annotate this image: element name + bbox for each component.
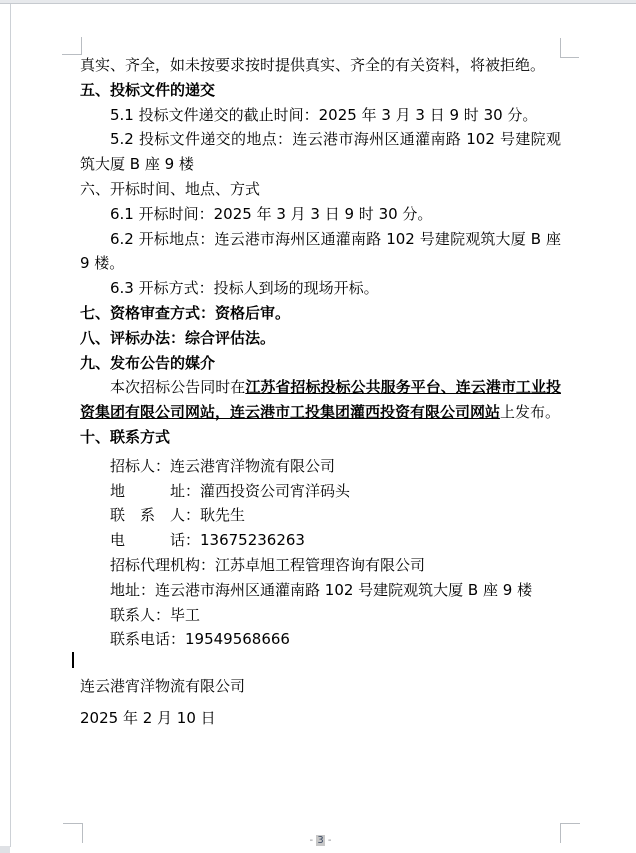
heading-section-5: 五、投标文件的递交 (80, 80, 216, 99)
paragraph-5-2: 5.2 投标文件递交的地点：连云港市海州区通灌南路 102 号建院观筑大厦 B 座 9 楼 (80, 130, 561, 174)
paragraph-9-media (80, 375, 561, 425)
heading-section-10: 十、联系方式 (80, 427, 171, 446)
contact-tenderer: 招标人：连云港宵洋物流有限公司 (110, 456, 336, 475)
heading-section-9: 九、发布公告的媒介 (80, 353, 216, 372)
paragraph-continuation: 真实、齐全，如未按要求按时提供真实、齐全的有关资料，将被拒绝。 (80, 56, 546, 74)
signature-company: 连云港宵洋物流有限公司 (80, 677, 246, 696)
contact-agency-phone: 联系电话：19549568666 (110, 630, 290, 649)
margin-mark-top-right (560, 38, 579, 58)
heading-section-8: 八、评标办法：综合评估法。 (80, 328, 276, 347)
page-top-edge (0, 0, 636, 4)
page-number: 3 (317, 835, 324, 846)
text-cursor (72, 652, 74, 668)
contact-address: 地 址：灌西投资公司宵洋码头 (110, 481, 351, 500)
heading-section-6: 六、开标时间、地点、方式 (80, 179, 261, 198)
document-page[interactable] (80, 53, 561, 731)
signature-date: 2025 年 2 月 10 日 (80, 708, 216, 727)
paragraph-6-2: 6.2 开标地点：连云港市海州区通灌南路 102 号建院观筑大厦 B 座 9 楼。 (80, 229, 561, 273)
page-left-edge (10, 4, 11, 847)
media-suffix: 上发布。 (500, 403, 561, 422)
margin-mark-top-left (62, 37, 82, 55)
page-footer (80, 834, 561, 848)
contact-agency-address: 地址：连云港市海州区通灌南路 102 号建院观筑大厦 B 座 9 楼 (110, 580, 533, 599)
page-number-prefix: - (309, 835, 317, 846)
contact-agency-person: 联系人：毕工 (110, 605, 201, 624)
page-number-suffix: - (324, 835, 332, 846)
margin-mark-bottom-right (560, 823, 580, 843)
contact-agency: 招标代理机构：江苏卓旭工程管理咨询有限公司 (110, 555, 426, 574)
media-platform-names: 江苏省招标投标公共服务平台、连云港市工业投资集团有限公司网站，连云港市工投集团灌西投资有限公司网站 (80, 378, 561, 422)
heading-section-7: 七、资格审查方式：资格后审。 (80, 303, 291, 322)
page-bottom-left-gap (0, 846, 10, 853)
contact-phone: 电 话：13675236263 (110, 531, 305, 550)
media-prefix: 本次招标公告同时在 (110, 378, 246, 397)
paragraph-5-1: 5.1 投标文件递交的截止时间：2025 年 3 月 3 日 9 时 30 分。 (110, 105, 538, 124)
paragraph-6-3: 6.3 开标方式：投标人到场的现场开标。 (110, 279, 379, 298)
contact-person: 联 系 人：耿先生 (110, 506, 246, 525)
paragraph-6-1: 6.1 开标时间：2025 年 3 月 3 日 9 时 30 分。 (110, 204, 433, 223)
